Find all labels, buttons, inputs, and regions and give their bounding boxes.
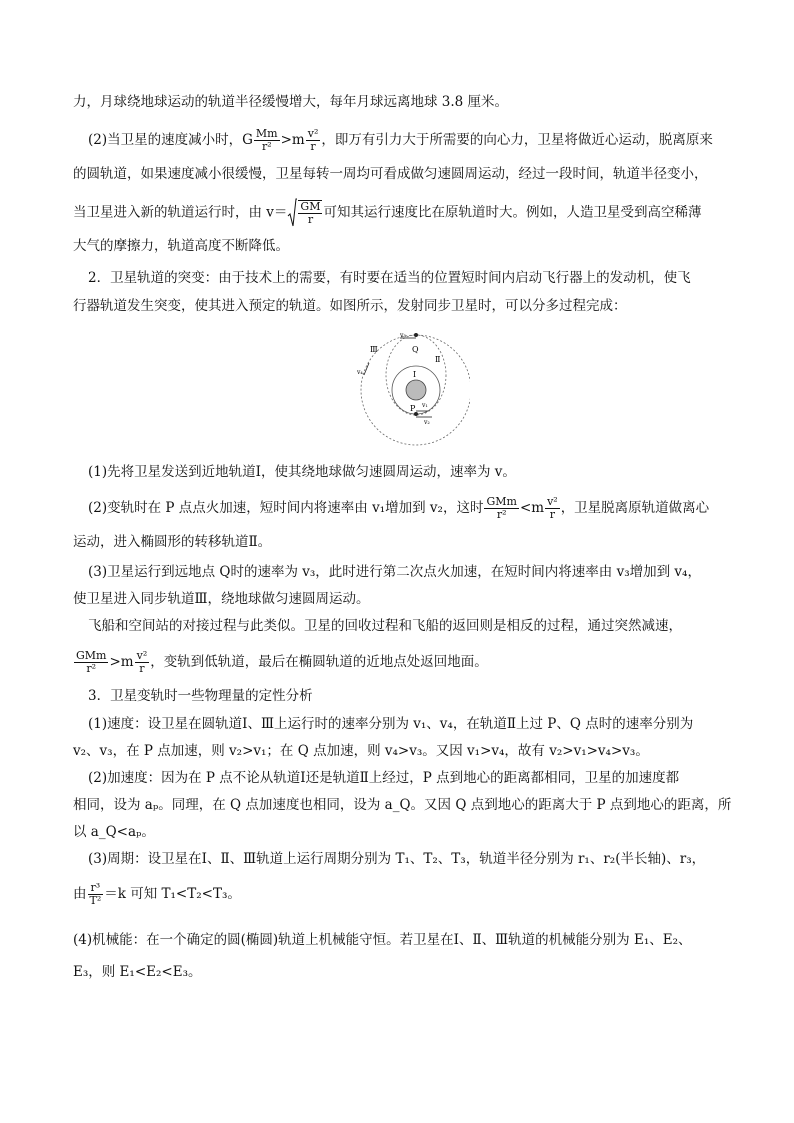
label-i: Ⅰ [413,370,417,379]
label-q: Q [412,345,419,354]
radical-sign-icon [287,198,297,228]
paragraph-text: (1)速度：设卫星在圆轨道Ⅰ、Ⅲ上运行时的速率分别为 v₁、v₄，在轨道Ⅱ上过 P、Q 点时的速率分别为 [88,716,694,732]
fraction [254,128,280,153]
numerator: Mm [255,127,278,140]
fraction [135,650,150,675]
orbit-diagram [340,327,470,447]
paragraph-text [73,882,723,907]
fraction [88,882,104,907]
paragraph-text: 大气的摩擦力，轨道高度不断降低。 [73,238,289,254]
paragraph-text: (1)先将卫星发送到近地轨道Ⅰ，使其绕地球做匀速圆周运动，速率为 v。 [88,464,516,480]
denominator: r [310,140,316,153]
denominator: r [307,213,314,226]
denominator: r² [261,140,272,153]
fraction [298,200,322,226]
paragraph-text: (4)机械能：在一个确定的圆(椭圆)轨道上机械能守恒。若卫星在Ⅰ、Ⅱ、Ⅲ轨道的机械能分别为 E₁、E₂、 [73,932,692,948]
denominator: r [139,662,145,675]
label-p: P [410,404,416,413]
label-v3: v₃ [400,332,406,339]
numerator: v² [547,495,558,508]
paragraph-text [73,200,723,226]
text: ，变轨到低轨道，最后在椭圆轨道的近地点处返回地面。 [150,654,488,670]
label-iii: Ⅲ [370,345,378,354]
text: 当卫星进入新的轨道运行时，由 v＝ [73,204,288,221]
label-v1: v₁ [422,402,428,409]
text: >m [280,132,305,148]
text: (2)变轨时在 P 点点火加速，短时间内将速率由 v₁增加到 v₂，这时 [88,500,484,516]
fraction [484,496,518,521]
denominator: T² [89,894,102,907]
point-q [414,333,418,337]
denominator: r [549,508,555,521]
paragraph-text: 的圆轨道，如果速度减小很缓慢，卫星每转一周均可看成做匀速圆周运动，经过一段时间，轨道半径变小， [73,166,708,182]
paragraph-text [88,496,738,521]
section-heading: 2．卫星轨道的突变：由于技术上的需要，有时要在适当的位置短时间内启动飞行器上的发动机，使飞 [88,270,691,286]
fraction [306,128,321,153]
section-heading: 3．卫星变轨时一些物理量的定性分析 [88,688,313,704]
sqrt-expression [287,200,323,226]
text: >m [109,654,134,670]
numerator: GMm [76,649,107,662]
denominator: r² [496,508,507,521]
numerator: GMm [486,495,517,508]
paragraph-text: 运动，进入椭圆形的转移轨道Ⅱ。 [73,534,272,550]
numerator: r³ [88,882,104,895]
fraction [74,650,108,675]
paragraph-text: v₂、v₃，在 P 点加速，则 v₂>v₁；在 Q 点加速，则 v₄>v₃。又因 v₁>v₄，故有 v₂>v₁>v₄>v₃。 [73,743,649,759]
text: ＝k 可知 T₁<T₂<T₃。 [104,886,241,902]
paragraph-text [73,650,723,675]
label-ii: Ⅱ [435,355,441,364]
text: 可知其运行速度比在原轨道时大。例如，人造卫星受到高空稀薄 [323,204,702,221]
paragraph-text: 相同，设为 aₚ。同理，在 Q 点加速度也相同，设为 a_Q。又因 Q 点到地心的距离大于 P 点到地心的距离，所 [73,797,732,813]
label-v4: v₄ [357,369,363,376]
label-v2: v₂ [424,419,430,426]
paragraph-text: (3)周期：设卫星在Ⅰ、Ⅱ、Ⅲ轨道上运行周期分别为 T₁、T₂、T₃，轨道半径分别为 r₁、r₂(半长轴)、r₃， [88,851,706,867]
paragraph-text: 飞船和空间站的对接过程与此类似。卫星的回收过程和飞船的返回则是相反的过程，通过突然减速， [88,618,682,634]
earth-icon [406,380,426,400]
numerator: v² [136,649,148,662]
text: 由 [73,886,87,902]
fraction [545,496,560,521]
numerator: v² [307,127,319,140]
paragraph-text [88,128,738,153]
paragraph-text: 使卫星进入同步轨道Ⅲ，绕地球做匀速圆周运动。 [73,591,370,607]
numerator: GM [300,200,321,213]
paragraph-text: (2)加速度：因为在 P 点不论从轨道Ⅰ还是轨道Ⅱ上经过，P 点到地心的距离都相同，卫星的加速度都 [88,770,680,786]
paragraph-text: 行器轨道发生突变，使其进入预定的轨道。如图所示，发射同步卫星时，可以分多过程完成： [73,298,627,314]
text: <m [519,500,545,516]
paragraph-text: 以 a_Q<aₚ。 [73,824,155,840]
text: ，即万有引力大于所需要的向心力，卫星将做近心运动，脱离原来 [321,132,713,148]
paragraph-text: E₃，则 E₁<E₂<E₃。 [73,964,202,980]
paragraph-text: 力，月球绕地球运动的轨道半径缓慢增大，每年月球远离地球 3.8 厘米。 [73,94,509,110]
text: (2)当卫星的速度减小时，G [88,132,253,148]
paragraph-text: (3)卫星运行到远地点 Q时的速率为 v₃，此时进行第二次点火加速，在短时间内将速率由 v₃增加到 v₄， [88,564,701,580]
text: ，卫星脱离原轨道做离心 [560,500,710,516]
denominator: r² [86,662,97,675]
